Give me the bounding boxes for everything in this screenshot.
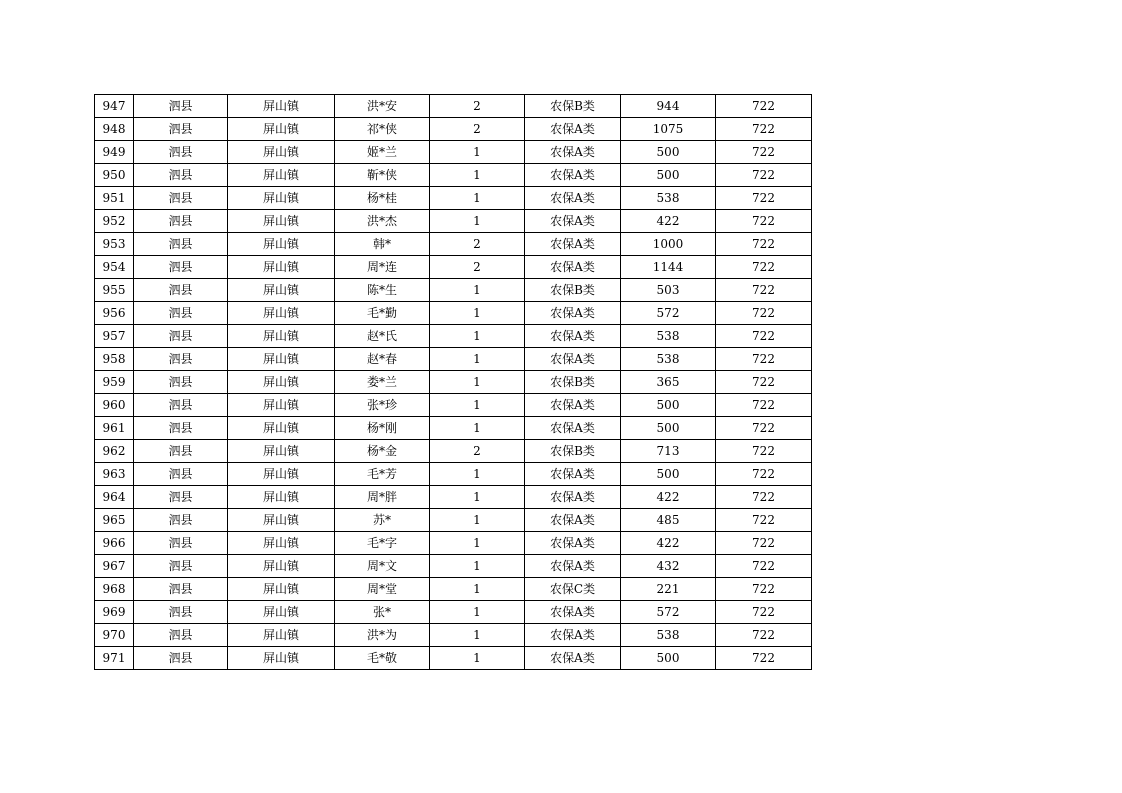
standard-cell: 722 [716, 325, 812, 348]
town-cell: 屏山镇 [228, 624, 335, 647]
row-number-cell: 966 [95, 532, 134, 555]
household-count-cell: 1 [430, 279, 525, 302]
household-count-cell: 2 [430, 256, 525, 279]
household-count-cell: 1 [430, 371, 525, 394]
roster-table [94, 94, 812, 670]
name-cell: 靳*侠 [335, 164, 430, 187]
standard-cell: 722 [716, 256, 812, 279]
amount-cell: 572 [621, 601, 716, 624]
table-row [95, 440, 812, 463]
household-count-cell: 1 [430, 210, 525, 233]
town-cell: 屏山镇 [228, 187, 335, 210]
amount-cell: 713 [621, 440, 716, 463]
town-cell: 屏山镇 [228, 463, 335, 486]
county-cell: 泗县 [134, 555, 228, 578]
household-count-cell: 1 [430, 601, 525, 624]
row-number-cell: 957 [95, 325, 134, 348]
row-number-cell: 950 [95, 164, 134, 187]
category-cell: 农保A类 [525, 647, 621, 670]
town-cell: 屏山镇 [228, 210, 335, 233]
town-cell: 屏山镇 [228, 647, 335, 670]
county-cell: 泗县 [134, 95, 228, 118]
standard-cell: 722 [716, 302, 812, 325]
household-count-cell: 1 [430, 486, 525, 509]
row-number-cell: 951 [95, 187, 134, 210]
name-cell: 周*文 [335, 555, 430, 578]
name-cell: 祁*侠 [335, 118, 430, 141]
household-count-cell: 2 [430, 118, 525, 141]
name-cell: 洪*为 [335, 624, 430, 647]
household-count-cell: 1 [430, 417, 525, 440]
row-number-cell: 947 [95, 95, 134, 118]
household-count-cell: 1 [430, 325, 525, 348]
row-number-cell: 958 [95, 348, 134, 371]
row-number-cell: 955 [95, 279, 134, 302]
household-count-cell: 1 [430, 624, 525, 647]
standard-cell: 722 [716, 647, 812, 670]
standard-cell: 722 [716, 118, 812, 141]
county-cell: 泗县 [134, 141, 228, 164]
standard-cell: 722 [716, 601, 812, 624]
name-cell: 毛*勤 [335, 302, 430, 325]
row-number-cell: 969 [95, 601, 134, 624]
county-cell: 泗县 [134, 463, 228, 486]
town-cell: 屏山镇 [228, 601, 335, 624]
standard-cell: 722 [716, 486, 812, 509]
table-row [95, 509, 812, 532]
row-number-cell: 949 [95, 141, 134, 164]
table-row [95, 325, 812, 348]
name-cell: 毛*芳 [335, 463, 430, 486]
amount-cell: 1075 [621, 118, 716, 141]
standard-cell: 722 [716, 233, 812, 256]
household-count-cell: 1 [430, 187, 525, 210]
town-cell: 屏山镇 [228, 141, 335, 164]
row-number-cell: 963 [95, 463, 134, 486]
category-cell: 农保A类 [525, 164, 621, 187]
category-cell: 农保A类 [525, 624, 621, 647]
standard-cell: 722 [716, 348, 812, 371]
category-cell: 农保A类 [525, 233, 621, 256]
category-cell: 农保A类 [525, 118, 621, 141]
table-row [95, 394, 812, 417]
county-cell: 泗县 [134, 164, 228, 187]
row-number-cell: 962 [95, 440, 134, 463]
amount-cell: 538 [621, 348, 716, 371]
county-cell: 泗县 [134, 624, 228, 647]
county-cell: 泗县 [134, 279, 228, 302]
standard-cell: 722 [716, 279, 812, 302]
name-cell: 娄*兰 [335, 371, 430, 394]
name-cell: 姬*兰 [335, 141, 430, 164]
standard-cell: 722 [716, 141, 812, 164]
town-cell: 屏山镇 [228, 95, 335, 118]
town-cell: 屏山镇 [228, 486, 335, 509]
county-cell: 泗县 [134, 647, 228, 670]
town-cell: 屏山镇 [228, 256, 335, 279]
county-cell: 泗县 [134, 210, 228, 233]
amount-cell: 503 [621, 279, 716, 302]
table-row [95, 279, 812, 302]
amount-cell: 485 [621, 509, 716, 532]
standard-cell: 722 [716, 555, 812, 578]
table-row [95, 371, 812, 394]
row-number-cell: 971 [95, 647, 134, 670]
standard-cell: 722 [716, 532, 812, 555]
category-cell: 农保C类 [525, 578, 621, 601]
amount-cell: 1000 [621, 233, 716, 256]
name-cell: 赵*春 [335, 348, 430, 371]
county-cell: 泗县 [134, 325, 228, 348]
name-cell: 杨*金 [335, 440, 430, 463]
standard-cell: 722 [716, 417, 812, 440]
standard-cell: 722 [716, 164, 812, 187]
county-cell: 泗县 [134, 440, 228, 463]
amount-cell: 500 [621, 394, 716, 417]
town-cell: 屏山镇 [228, 417, 335, 440]
amount-cell: 365 [621, 371, 716, 394]
table-row [95, 302, 812, 325]
standard-cell: 722 [716, 578, 812, 601]
town-cell: 屏山镇 [228, 348, 335, 371]
row-number-cell: 960 [95, 394, 134, 417]
standard-cell: 722 [716, 624, 812, 647]
amount-cell: 500 [621, 164, 716, 187]
category-cell: 农保A类 [525, 256, 621, 279]
row-number-cell: 961 [95, 417, 134, 440]
amount-cell: 500 [621, 647, 716, 670]
table-row [95, 601, 812, 624]
category-cell: 农保A类 [525, 302, 621, 325]
amount-cell: 538 [621, 624, 716, 647]
name-cell: 洪*杰 [335, 210, 430, 233]
town-cell: 屏山镇 [228, 302, 335, 325]
table-row [95, 210, 812, 233]
town-cell: 屏山镇 [228, 371, 335, 394]
row-number-cell: 954 [95, 256, 134, 279]
town-cell: 屏山镇 [228, 440, 335, 463]
household-count-cell: 1 [430, 302, 525, 325]
household-count-cell: 1 [430, 348, 525, 371]
county-cell: 泗县 [134, 302, 228, 325]
amount-cell: 944 [621, 95, 716, 118]
amount-cell: 221 [621, 578, 716, 601]
name-cell: 周*胖 [335, 486, 430, 509]
household-count-cell: 1 [430, 532, 525, 555]
name-cell: 韩* [335, 233, 430, 256]
amount-cell: 538 [621, 187, 716, 210]
name-cell: 洪*安 [335, 95, 430, 118]
county-cell: 泗县 [134, 187, 228, 210]
row-number-cell: 953 [95, 233, 134, 256]
category-cell: 农保A类 [525, 187, 621, 210]
table-row [95, 486, 812, 509]
amount-cell: 422 [621, 210, 716, 233]
row-number-cell: 965 [95, 509, 134, 532]
category-cell: 农保A类 [525, 141, 621, 164]
town-cell: 屏山镇 [228, 509, 335, 532]
household-count-cell: 2 [430, 440, 525, 463]
standard-cell: 722 [716, 463, 812, 486]
household-count-cell: 2 [430, 233, 525, 256]
name-cell: 毛*字 [335, 532, 430, 555]
name-cell: 苏* [335, 509, 430, 532]
county-cell: 泗县 [134, 509, 228, 532]
category-cell: 农保A类 [525, 555, 621, 578]
town-cell: 屏山镇 [228, 233, 335, 256]
row-number-cell: 959 [95, 371, 134, 394]
name-cell: 周*连 [335, 256, 430, 279]
county-cell: 泗县 [134, 532, 228, 555]
category-cell: 农保A类 [525, 325, 621, 348]
town-cell: 屏山镇 [228, 279, 335, 302]
standard-cell: 722 [716, 187, 812, 210]
row-number-cell: 968 [95, 578, 134, 601]
category-cell: 农保A类 [525, 210, 621, 233]
name-cell: 张* [335, 601, 430, 624]
county-cell: 泗县 [134, 256, 228, 279]
table-row [95, 187, 812, 210]
county-cell: 泗县 [134, 118, 228, 141]
county-cell: 泗县 [134, 233, 228, 256]
table-row [95, 164, 812, 187]
standard-cell: 722 [716, 371, 812, 394]
category-cell: 农保A类 [525, 532, 621, 555]
table-row [95, 256, 812, 279]
amount-cell: 422 [621, 532, 716, 555]
standard-cell: 722 [716, 95, 812, 118]
table-row [95, 624, 812, 647]
county-cell: 泗县 [134, 601, 228, 624]
standard-cell: 722 [716, 394, 812, 417]
town-cell: 屏山镇 [228, 118, 335, 141]
amount-cell: 432 [621, 555, 716, 578]
amount-cell: 538 [621, 325, 716, 348]
category-cell: 农保B类 [525, 95, 621, 118]
name-cell: 陈*生 [335, 279, 430, 302]
household-count-cell: 1 [430, 394, 525, 417]
table-row [95, 141, 812, 164]
amount-cell: 500 [621, 141, 716, 164]
table-row [95, 348, 812, 371]
town-cell: 屏山镇 [228, 325, 335, 348]
category-cell: 农保A类 [525, 509, 621, 532]
household-count-cell: 1 [430, 578, 525, 601]
category-cell: 农保B类 [525, 279, 621, 302]
amount-cell: 422 [621, 486, 716, 509]
town-cell: 屏山镇 [228, 555, 335, 578]
town-cell: 屏山镇 [228, 164, 335, 187]
county-cell: 泗县 [134, 394, 228, 417]
category-cell: 农保A类 [525, 394, 621, 417]
name-cell: 杨*刚 [335, 417, 430, 440]
row-number-cell: 964 [95, 486, 134, 509]
category-cell: 农保B类 [525, 440, 621, 463]
standard-cell: 722 [716, 509, 812, 532]
category-cell: 农保A类 [525, 486, 621, 509]
household-count-cell: 2 [430, 95, 525, 118]
standard-cell: 722 [716, 210, 812, 233]
amount-cell: 500 [621, 417, 716, 440]
category-cell: 农保A类 [525, 463, 621, 486]
table-row [95, 95, 812, 118]
amount-cell: 572 [621, 302, 716, 325]
county-cell: 泗县 [134, 348, 228, 371]
name-cell: 赵*氏 [335, 325, 430, 348]
category-cell: 农保A类 [525, 417, 621, 440]
name-cell: 张*珍 [335, 394, 430, 417]
household-count-cell: 1 [430, 555, 525, 578]
household-count-cell: 1 [430, 141, 525, 164]
row-number-cell: 956 [95, 302, 134, 325]
household-count-cell: 1 [430, 647, 525, 670]
table-row [95, 417, 812, 440]
category-cell: 农保A类 [525, 348, 621, 371]
roster-body [95, 95, 812, 670]
table-row [95, 118, 812, 141]
town-cell: 屏山镇 [228, 578, 335, 601]
county-cell: 泗县 [134, 578, 228, 601]
household-count-cell: 1 [430, 509, 525, 532]
table-row [95, 578, 812, 601]
table-row [95, 463, 812, 486]
county-cell: 泗县 [134, 371, 228, 394]
name-cell: 周*堂 [335, 578, 430, 601]
table-row [95, 555, 812, 578]
amount-cell: 500 [621, 463, 716, 486]
category-cell: 农保A类 [525, 601, 621, 624]
town-cell: 屏山镇 [228, 394, 335, 417]
household-count-cell: 1 [430, 164, 525, 187]
table-row [95, 647, 812, 670]
category-cell: 农保B类 [525, 371, 621, 394]
row-number-cell: 952 [95, 210, 134, 233]
table-row [95, 233, 812, 256]
name-cell: 杨*桂 [335, 187, 430, 210]
town-cell: 屏山镇 [228, 532, 335, 555]
table-row [95, 532, 812, 555]
amount-cell: 1144 [621, 256, 716, 279]
county-cell: 泗县 [134, 486, 228, 509]
row-number-cell: 948 [95, 118, 134, 141]
row-number-cell: 970 [95, 624, 134, 647]
name-cell: 毛*敬 [335, 647, 430, 670]
county-cell: 泗县 [134, 417, 228, 440]
standard-cell: 722 [716, 440, 812, 463]
row-number-cell: 967 [95, 555, 134, 578]
household-count-cell: 1 [430, 463, 525, 486]
